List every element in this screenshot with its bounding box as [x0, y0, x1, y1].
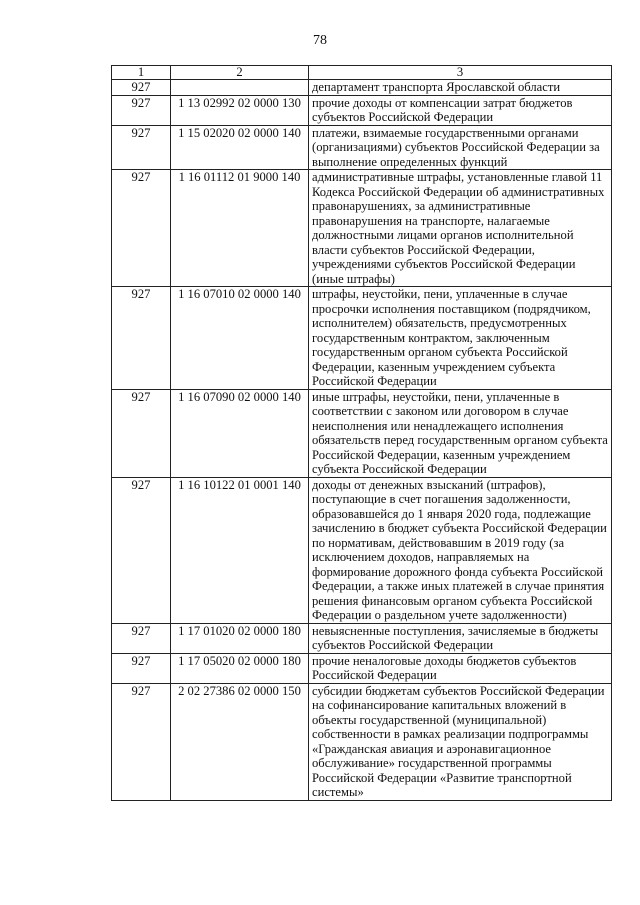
revenue-code-cell: 1 16 01112 01 9000 140 [171, 170, 309, 287]
table-row [112, 80, 612, 96]
revenue-name-cell: доходы от денежных взысканий (штрафов), поступающие в счет погашения задолженности, образовавшейся до 1 января 2020 года, подлежащие зачислению в бюджет субъекта Российской Федерации по нормативам, действовавшим в 2019 году (за исключением доходов, направляемых на формирование дорожного фонда субъекта Российской Федерации, а также иных платежей в случае принятия решения финансовым органом субъекта Российской Федерации о раздельном учете задолженности) [309, 477, 612, 623]
admin-code-cell: 927 [112, 125, 171, 170]
admin-code-cell: 927 [112, 389, 171, 477]
revenue-code-cell: 1 16 07090 02 0000 140 [171, 389, 309, 477]
table-row [112, 623, 612, 653]
revenue-code-cell: 1 16 10122 01 0001 140 [171, 477, 309, 623]
revenue-name-cell: штрафы, неустойки, пени, уплаченные в случае просрочки исполнения поставщиком (подрядчиком, исполнителем) обязательств, предусмотренных государственным контрактом, заключенным государственным органом субъекта Российской Федерации, казенным учреждением субъекта Российской Федерации [309, 287, 612, 390]
admin-code-cell: 927 [112, 95, 171, 125]
table-header-row [112, 66, 612, 80]
admin-code-cell: 927 [112, 653, 171, 683]
revenue-codes-table [111, 65, 612, 801]
revenue-name-cell: прочие доходы от компенсации затрат бюджетов субъектов Российской Федерации [309, 95, 612, 125]
admin-code-cell: 927 [112, 287, 171, 390]
revenue-code-cell: 1 15 02020 02 0000 140 [171, 125, 309, 170]
revenue-code-cell: 1 16 07010 02 0000 140 [171, 287, 309, 390]
admin-code-cell: 927 [112, 80, 171, 96]
revenue-name-cell: невыясненные поступления, зачисляемые в бюджеты субъектов Российской Федерации [309, 623, 612, 653]
admin-code-cell: 927 [112, 683, 171, 800]
table-row [112, 683, 612, 800]
revenue-code-cell: 1 13 02992 02 0000 130 [171, 95, 309, 125]
table-row [112, 653, 612, 683]
column-header-2: 2 [171, 66, 309, 80]
page-number: 78 [313, 33, 327, 48]
revenue-code-cell [171, 80, 309, 96]
revenue-code-cell: 2 02 27386 02 0000 150 [171, 683, 309, 800]
revenue-name-cell: субсидии бюджетам субъектов Российской Федерации на софинансирование капитальных вложений в объекты государственной (муниципальной) собственности в рамках реализации подпрограммы «Гражданская авиация и аэронавигационное обслуживание» государственной программы Российской Федерации «Развитие транспортной системы» [309, 683, 612, 800]
column-header-3: 3 [309, 66, 612, 80]
table-row [112, 125, 612, 170]
admin-code-cell: 927 [112, 477, 171, 623]
revenue-name-cell: платежи, взимаемые государственными органами (организациями) субъектов Российской Федерации за выполнение определенных функций [309, 125, 612, 170]
table-row [112, 477, 612, 623]
revenue-code-cell: 1 17 05020 02 0000 180 [171, 653, 309, 683]
table-row [112, 95, 612, 125]
table-row [112, 389, 612, 477]
admin-code-cell: 927 [112, 170, 171, 287]
revenue-name-cell: прочие неналоговые доходы бюджетов субъектов Российской Федерации [309, 653, 612, 683]
column-header-1: 1 [112, 66, 171, 80]
revenue-name-cell: административные штрафы, установленные главой 11 Кодекса Российской Федерации об административных правонарушениях, за административные правонарушения на транспорте, налагаемые должностными лицами органов исполнительной власти субъектов Российской Федерации, учреждениями субъектов Российской Федерации (иные штрафы) [309, 170, 612, 287]
revenue-code-cell: 1 17 01020 02 0000 180 [171, 623, 309, 653]
admin-code-cell: 927 [112, 623, 171, 653]
revenue-name-cell: иные штрафы, неустойки, пени, уплаченные в соответствии с законом или договором в случае неисполнения или ненадлежащего исполнения обязательств перед государственным органом субъекта Российской Федерации, казенным учреждением субъекта Российской Федерации [309, 389, 612, 477]
table-row [112, 287, 612, 390]
revenue-name-cell: департамент транспорта Ярославской области [309, 80, 612, 96]
table-row [112, 170, 612, 287]
